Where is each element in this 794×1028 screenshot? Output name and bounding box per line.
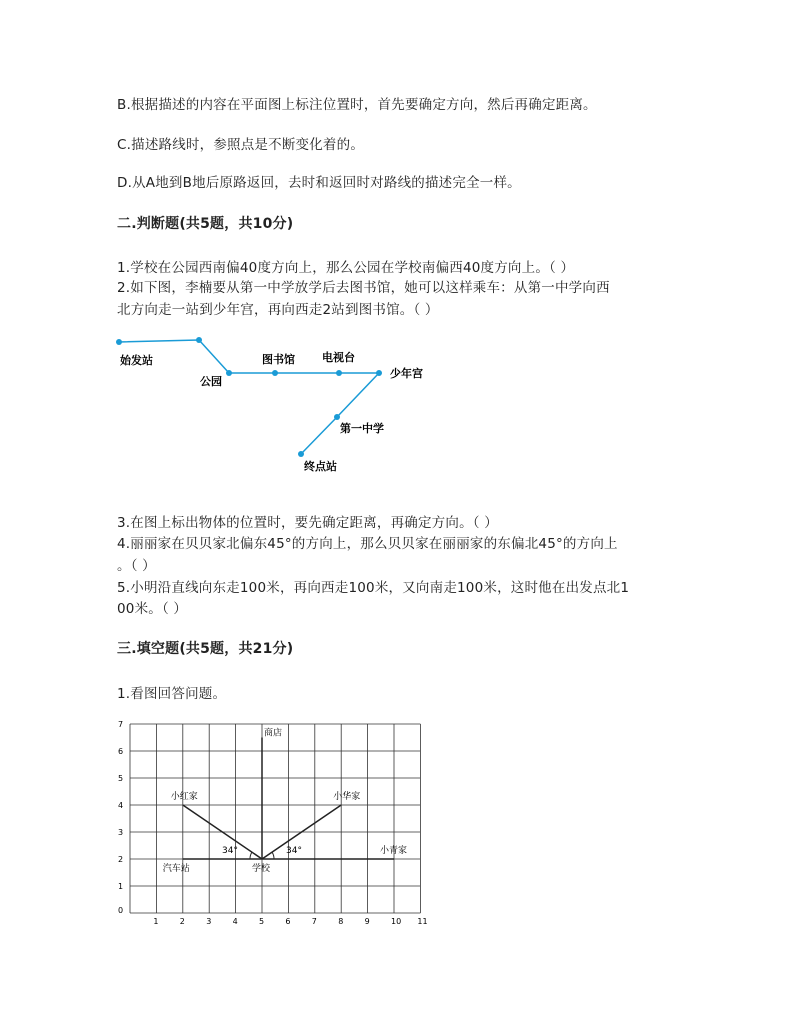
x-tick-label: 3 — [206, 917, 212, 925]
station-dot-bend — [196, 337, 202, 343]
x-tick-label: 8 — [338, 917, 344, 925]
judge-q4-line2: 。（ ） — [117, 558, 156, 574]
label-bus-station: 汽车站 — [162, 864, 190, 874]
y-tick-label: 2 — [118, 855, 124, 864]
grid-map — [110, 710, 440, 925]
grid-lines — [130, 724, 420, 913]
y-tick-label: 7 — [118, 720, 124, 729]
y-tick-label: 5 — [118, 774, 124, 783]
x-tick-label: 1 — [153, 917, 159, 925]
station-dot-park — [226, 370, 232, 376]
station-label-first-school: 第一中学 — [340, 422, 384, 435]
y-tick-label: 4 — [118, 801, 124, 810]
station-dot-youth-palace — [376, 370, 382, 376]
section-2-title: 二.判断题(共5题，共10分) — [117, 216, 294, 232]
x-tick-label: 7 — [311, 917, 317, 925]
judge-q3: 3.在图上标出物体的位置时，要先确定距离，再确定方向。（ ） — [117, 515, 498, 531]
station-label-terminal: 终点站 — [304, 460, 337, 473]
judge-q2-line1: 2.如下图，李楠要从第一中学放学后去图书馆，她可以这样乘车：从第一中学向西 — [117, 280, 610, 296]
station-label-library: 图书馆 — [262, 353, 295, 366]
judge-q4-line1: 4.丽丽家在贝贝家北偏东45°的方向上，那么贝贝家在丽丽家的东偏北45°的方向上 — [117, 536, 618, 552]
option-d: D.从A地到B地后原路返回，去时和返回时对路线的描述完全一样。 — [117, 175, 521, 191]
station-dot-terminal — [298, 451, 304, 457]
x-tick-label: 9 — [364, 917, 370, 925]
y-tick-label: 0 — [118, 906, 124, 915]
x-tick-label: 4 — [232, 917, 238, 925]
angle-arc-left — [250, 852, 252, 859]
x-tick-label: 5 — [259, 917, 265, 925]
judge-q5-line1: 5.小明沿直线向东走100米，再向西走100米，又向南走100米，这时他在出发点北1 — [117, 580, 630, 596]
route-map — [100, 330, 440, 480]
grid-figure — [163, 727, 407, 875]
station-label-park: 公园 — [200, 375, 222, 388]
x-tick-label: 2 — [179, 917, 185, 925]
label-xiaoqing: 小青家 — [380, 846, 408, 856]
label-xiaohua: 小华家 — [333, 792, 361, 802]
judge-q1: 1.学校在公园西南偏40度方向上，那么公园在学校南偏西40度方向上。（ ） — [117, 260, 575, 276]
station-label-youth-palace: 少年宫 — [390, 367, 423, 380]
station-dot-library — [272, 370, 278, 376]
label-angle-right: 34° — [286, 846, 302, 856]
fill-q1: 1.看图回答问题。 — [117, 686, 227, 702]
x-tick-label: 6 — [285, 917, 291, 925]
label-shop: 商店 — [264, 728, 283, 739]
option-b: B.根据描述的内容在平面图上标注位置时，首先要确定方向，然后再确定距离。 — [117, 97, 597, 113]
y-tick-label: 1 — [118, 882, 124, 891]
judge-q2-line2: 北方向走一站到少年宫，再向西走2站到图书馆。（ ） — [117, 302, 439, 318]
angle-arc-right — [272, 852, 274, 859]
label-angle-left: 34° — [222, 846, 238, 856]
section-3-title: 三.填空题(共5题，共21分) — [117, 641, 294, 657]
x-tick-label: 10 — [391, 917, 402, 925]
station-label-tv-station: 电视台 — [322, 351, 355, 364]
label-xiaohong: 小红家 — [170, 792, 198, 802]
station-label-start: 始发站 — [120, 354, 153, 367]
y-tick-label: 6 — [118, 747, 124, 756]
station-dot-tv-station — [336, 370, 342, 376]
x-tick-label: 11 — [417, 917, 428, 925]
y-tick-label: 3 — [118, 828, 124, 837]
label-school: 学校 — [252, 864, 271, 874]
station-dot-first-school — [334, 414, 340, 420]
station-dot-start — [116, 339, 122, 345]
judge-q5-line2: 00米。（ ） — [117, 601, 188, 617]
option-c: C.描述路线时，参照点是不断变化着的。 — [117, 137, 365, 153]
